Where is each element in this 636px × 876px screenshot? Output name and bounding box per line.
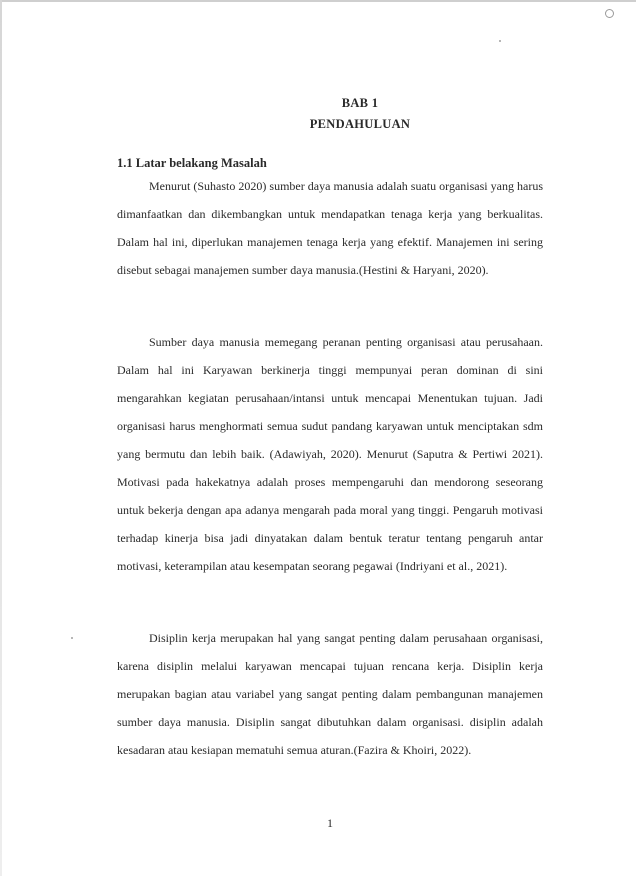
paragraph: Menurut (Suhasto 2020) sumber daya manusia adalah suatu organisasi yang harus dimanfaatkan dan dikembangkan untuk mendapatkan tenaga kerja yang berkualitas. Dalam hal ini, diperlukan manajemen tenaga kerja yang efektif. Manajemen ini sering disebut sebagai manajemen sumber daya manusia.(Hestini & Haryani, 2020).	[117, 179, 543, 277]
paragraph: Sumber daya manusia memegang peranan penting organisasi atau perusahaan. Dalam hal ini Karyawan berkinerja tinggi mempunyai peran dominan di sini mengarahkan kegiatan perusahaan/intansi untuk mencapai Menentukan tujuan. Jadi organisasi harus menghormati semua sudut pandang karyawan untuk menciptakan sdm yang bermutu dan lebih baik. (Adawiyah, 2020). Menurut (Saputra & Pertiwi 2021). Motivasi pada hakekatnya adalah proses mempengaruhi dan mendorong seseorang untuk bekerja dengan apa adanya mengarah pada moral yang tinggi. Pengaruh motivasi terhadap kinerja bisa jadi dinyatakan dalam bentuk teratur tentang pengaruh antar motivasi, keterampilan atau kesempatan seorang pegawai (Indriyani et al., 2021).	[117, 335, 543, 573]
page-number: 1	[327, 816, 333, 830]
scan-edge-top	[0, 0, 636, 2]
chapter-number: BAB 1	[341, 96, 379, 110]
chapter-title: PENDAHULUAN	[309, 117, 411, 131]
paragraph: Disiplin kerja merupakan hal yang sangat penting dalam perusahaan organisasi, karena disiplin melalui karyawan mencapai tujuan rencana kerja. Disiplin kerja merupakan bagian atau variabel yang sangat penting dalam pembangunan manajemen sumber daya manusia. Disiplin sangat dibutuhkan dalam organisasi. disiplin adalah kesadaran atau kesiapan mematuhi semua aturan.(Fazira & Khoiri, 2022).	[117, 631, 543, 757]
scan-speck	[71, 637, 73, 639]
section-title: 1.1 Latar belakang Masalah	[117, 156, 267, 170]
scan-speck	[499, 40, 501, 42]
scan-corner-mark	[605, 9, 614, 18]
